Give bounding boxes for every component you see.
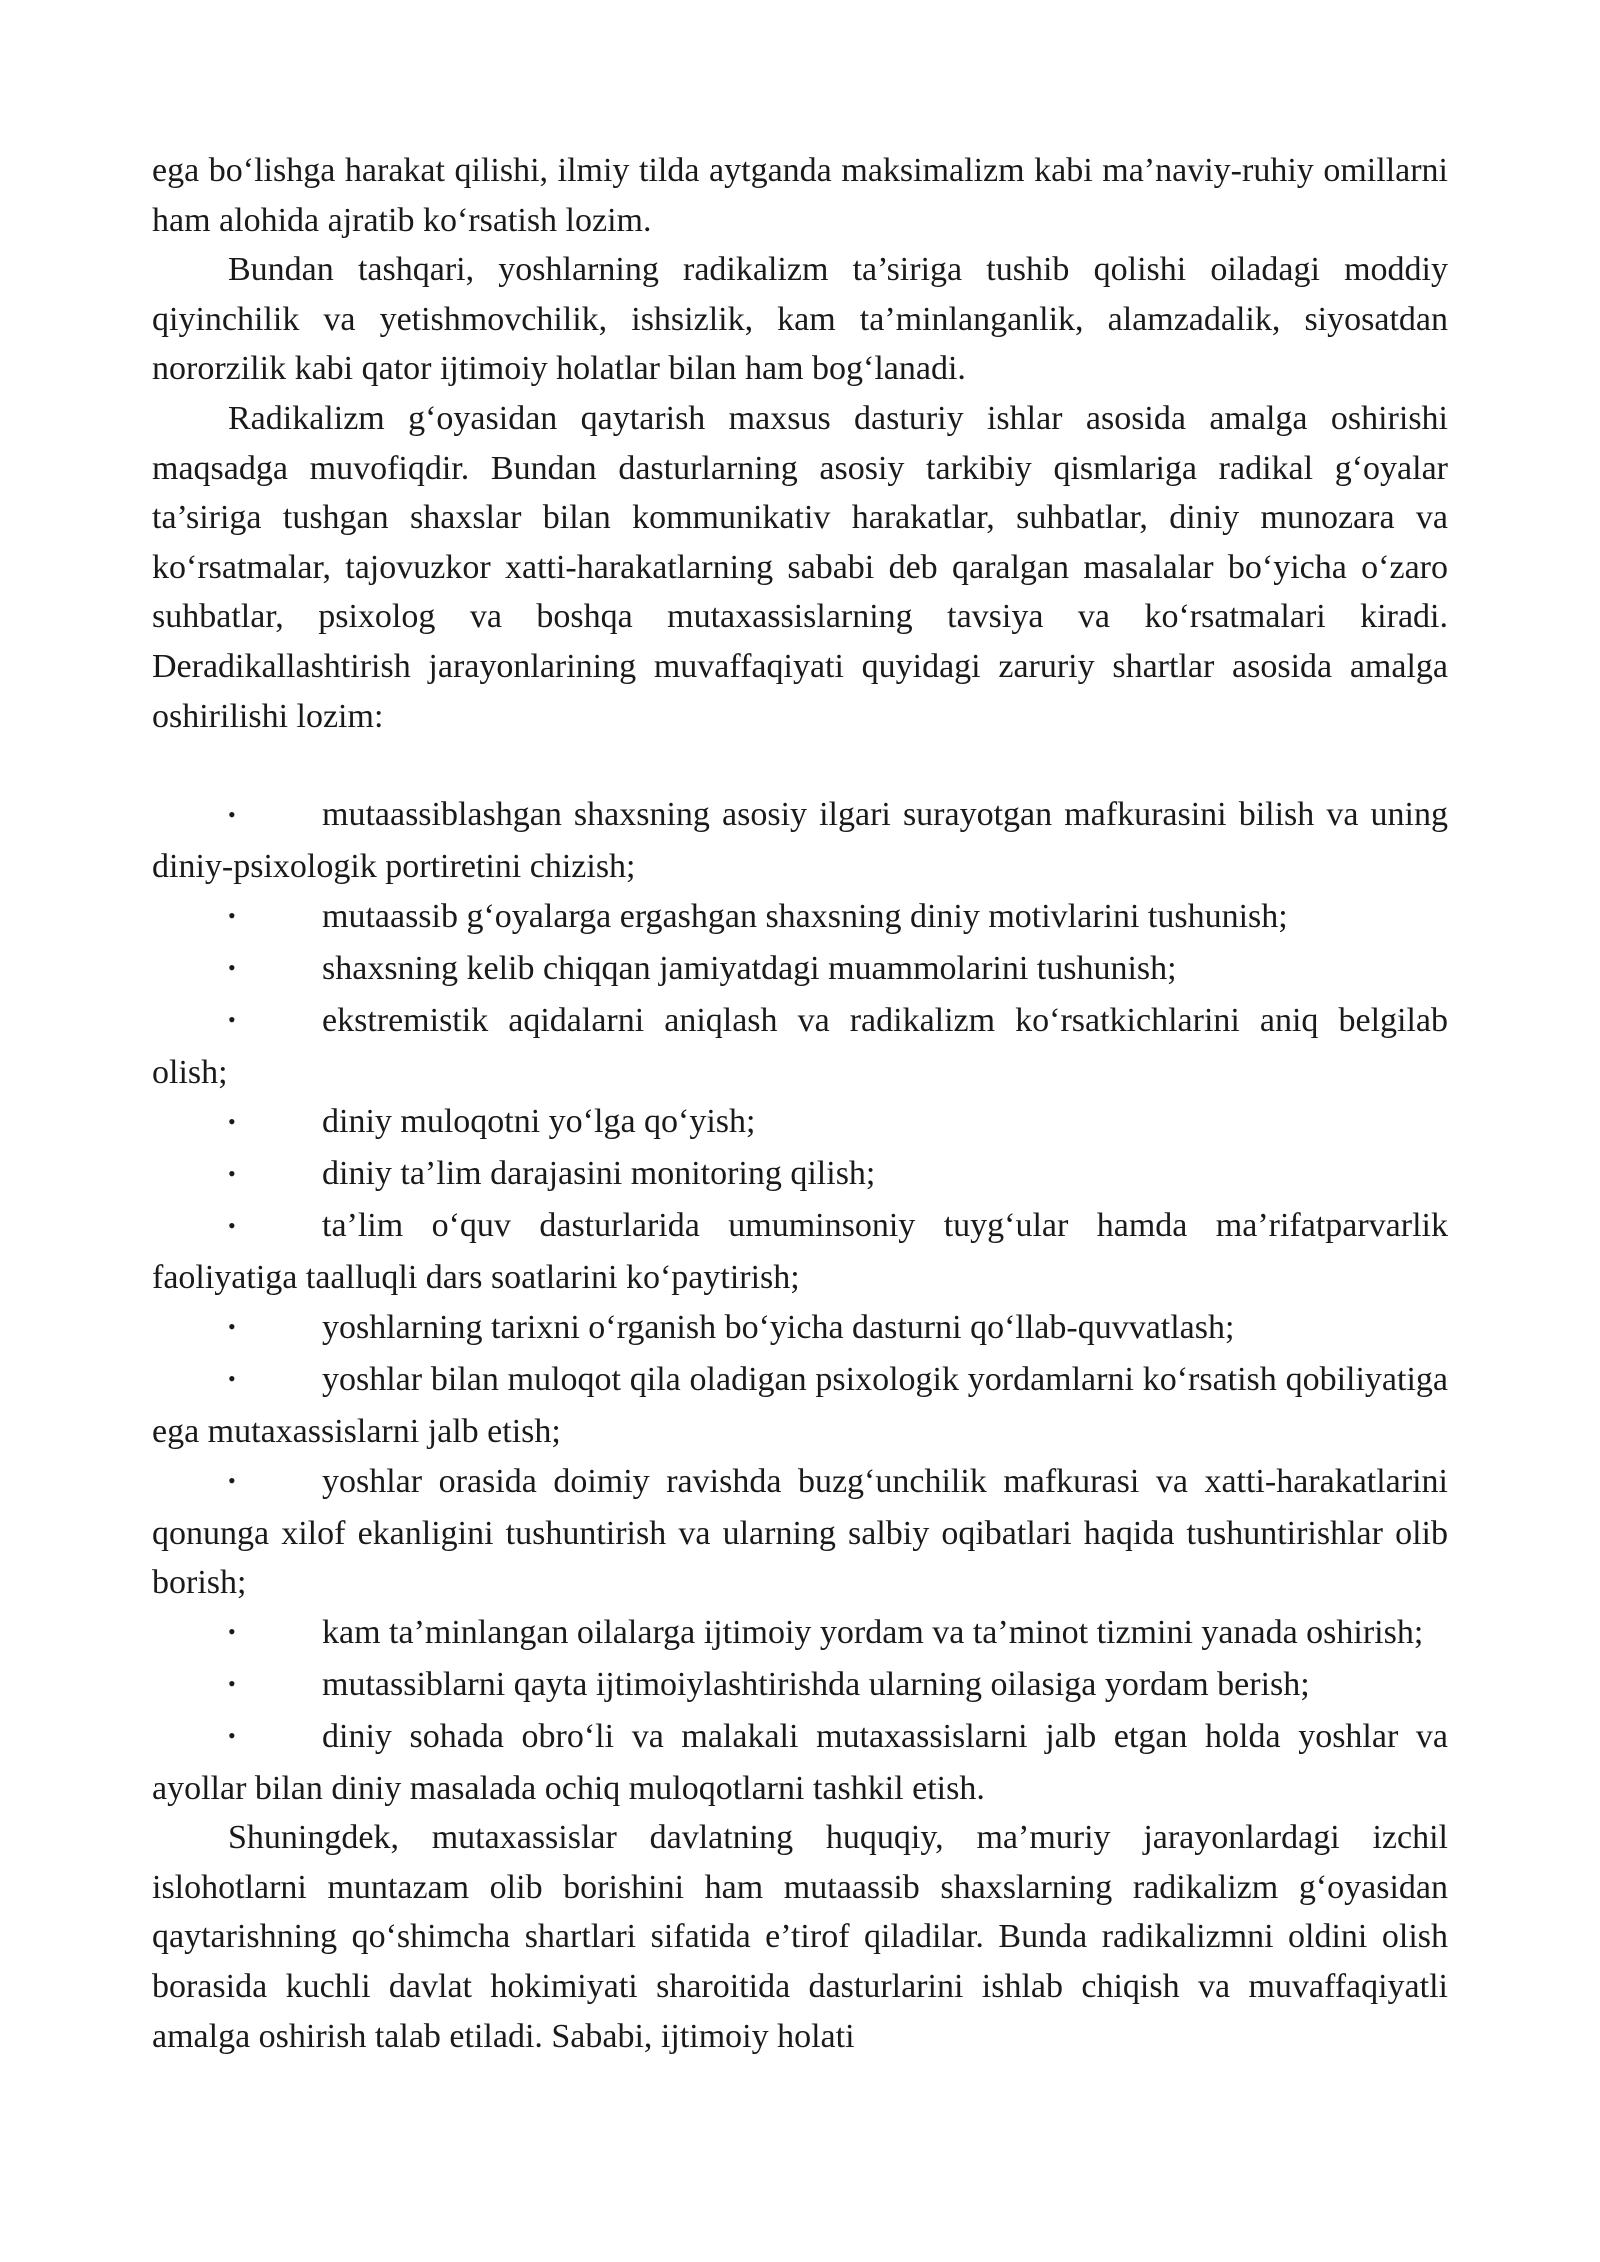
bullet-icon: • — [228, 1366, 236, 1392]
list-item — [152, 1712, 1448, 1814]
list-item-text: diniy muloqotni yo‘lga qo‘yish; — [322, 1103, 756, 1141]
list-item — [152, 790, 1448, 892]
list-item — [152, 1201, 1448, 1303]
bullet-icon: • — [228, 1314, 236, 1340]
list-item — [152, 1149, 1448, 1201]
list-item-text: mutaassib g‘oyalarga ergashgan shaxsning diniy motivlarini tushunish; — [322, 897, 1288, 935]
list-item — [152, 996, 1448, 1098]
paragraph-deradicalization-programs: Radikalizm g‘oyasidan qaytarish maxsus dasturiy ishlar asosida amalga oshirishi maqsadga muvofiqdir. Bundan dasturlarning asosiy tarkibiy qismlariga radikal g‘oyalar ta’siriga tushgan shaxslar bilan kommunikativ harakatlar, suhbatlar, diniy munozara va ko‘rsatmalar, tajovuzkor xatti-harakatlarning sababi deb qaralgan masalalar bo‘yicha o‘zaro suhbatlar, psixolog va boshqa mutaxassislarning tavsiya va ko‘rsatmalari kiradi. Deradikallashtirish jarayonlarining muvaffaqiyati quyidagi zaruriy shartlar asosida amalga oshirilishi lozim: — [152, 399, 1448, 735]
list-item-text: yoshlarning tarixni o‘rganish bo‘yicha dasturni qo‘llab-quvvatlash; — [322, 1308, 1235, 1346]
list-item-text: mutassiblarni qayta ijtimoiylashtirishda ularning oilasiga yordam berish; — [322, 1665, 1310, 1703]
list-item-text: mutaassiblashgan shaxsning asosiy ilgari surayotgan mafkurasini bilish va uning diniy-psixologik portiretini chizish; — [152, 796, 1448, 886]
bullet-icon: • — [228, 1467, 236, 1493]
bullet-icon: • — [228, 1212, 236, 1238]
list-item — [152, 1660, 1448, 1712]
paragraph-social-factors: Bundan tashqari, yoshlarning radikalizm ta’siriga tushib qolishi oiladagi moddiy qiyinchilik va yetishmovchilik, ishsizlik, kam ta’minlanganlik, alamzadalik, siyosatdan nororzilik kabi qator ijtimoiy holatlar bilan ham bog‘lanadi. — [152, 251, 1448, 388]
document-page — [152, 146, 1448, 2061]
paragraph-continuation: ega bo‘lishga harakat qilishi, ilmiy tilda aytganda maksimalizm kabi ma’naviy-ruhiy omillarni ham alohida ajratib ko‘rsatish lozim. — [152, 152, 1448, 239]
paragraph-additional-conditions: Shuningdek, mutaxassislar davlatning huquqiy, ma’muriy jarayonlardagi izchil islohotlarni muntazam olib borishini ham mutaassib shaxslarning radikalizm g‘oyasidan qaytarishning qo‘shimcha shartlari sifatida e’tirof qiladilar. Bunda radikalizmni oldini olish borasida kuchli davlat hokimiyati sharoitida dasturlarini ishlab chiqish va muvaffaqiyatli amalga oshirish talab etiladi. Sababi, ijtimoiy holati — [152, 1819, 1448, 2055]
list-item — [152, 1457, 1448, 1608]
bullet-icon: • — [228, 1723, 236, 1749]
list-item — [152, 944, 1448, 996]
list-item-text: kam ta’minlangan oilalarga ijtimoiy yordam va ta’minot tizmini yanada oshirish; — [322, 1613, 1424, 1651]
bullet-icon: • — [228, 1619, 236, 1645]
list-item — [152, 1097, 1448, 1149]
list-item — [152, 892, 1448, 944]
bullet-icon: • — [228, 1160, 236, 1186]
list-item — [152, 1355, 1448, 1457]
bullet-icon: • — [228, 1007, 236, 1033]
list-item-text: shaxsning kelib chiqqan jamiyatdagi muammolarini tushunish; — [322, 949, 1177, 987]
bullet-icon: • — [228, 955, 236, 981]
list-item-text: diniy sohada obro‘li va malakali mutaxassislarni jalb etgan holda yoshlar va ayollar bilan diniy masalada ochiq muloqotlarni tashkil etish. — [152, 1717, 1448, 1807]
bullet-icon: • — [228, 903, 236, 929]
list-item-text: yoshlar bilan muloqot qila oladigan psixologik yordamlarni ko‘rsatish qobiliyatiga ega mutaxassislarni jalb etish; — [152, 1360, 1448, 1450]
list-item-text: ekstremistik aqidalarni aniqlash va radikalizm ko‘rsatkichlarini aniq belgilab olish; — [152, 1001, 1448, 1091]
list-item — [152, 1608, 1448, 1660]
conditions-list — [152, 790, 1448, 1813]
bullet-icon: • — [228, 1108, 236, 1134]
bullet-icon: • — [228, 1671, 236, 1697]
list-item-text: diniy ta’lim darajasini monitoring qilish; — [322, 1155, 876, 1193]
list-item-text: ta’lim o‘quv dasturlarida umuminsoniy tuyg‘ular hamda ma’rifatparvarlik faoliyatiga taalluqli dars soatlarini ko‘paytirish; — [152, 1207, 1448, 1297]
bullet-icon: • — [228, 801, 236, 827]
list-item — [152, 1303, 1448, 1355]
list-item-text: yoshlar orasida doimiy ravishda buzg‘unchilik mafkurasi va xatti-harakatlarini qonunga xilof ekanligini tushuntirish va ularning salbiy oqibatlari haqida tushuntirishlar olib borish; — [152, 1462, 1448, 1602]
